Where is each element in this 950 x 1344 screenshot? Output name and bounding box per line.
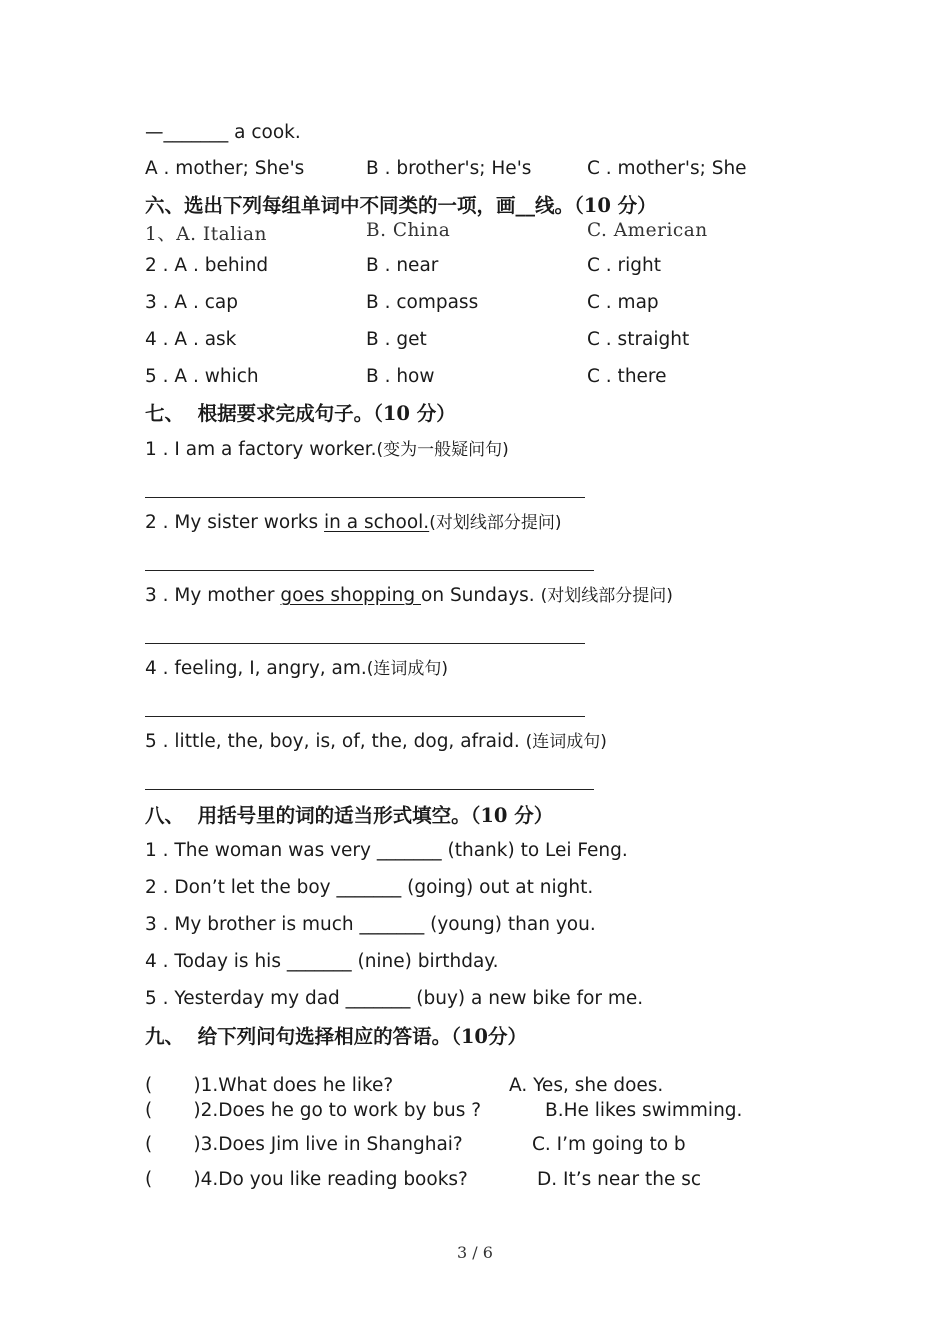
section-8-title: 八、 用括号里的词的适当形式填空。（10 分） xyxy=(145,804,554,827)
sec6-row5-b: B . how xyxy=(366,366,435,387)
sec9-q2: ( )2.Does he go to work by bus ? xyxy=(145,1100,482,1121)
sec6-row4-b: B . get xyxy=(366,329,427,350)
answer-line-3[interactable] xyxy=(145,643,585,644)
option-b: B . brother's; He's xyxy=(366,158,532,179)
sec7-q3-post: on Sundays. xyxy=(421,585,541,606)
sec7-q2-text: 2 . My sister works xyxy=(145,512,325,533)
answer-line-2[interactable] xyxy=(145,570,594,571)
sec7-q4-note: (连词成句) xyxy=(366,659,449,679)
sec8-item-5: 5 . Yesterday my dad _______ (buy) a new bike for me. xyxy=(145,988,644,1009)
sec9-q1: ( )1.What does he like? xyxy=(145,1075,394,1096)
sec7-q3-note: (对划线部分提问) xyxy=(540,586,673,606)
answer-line-5[interactable] xyxy=(145,789,594,790)
sec7-q3 xyxy=(145,584,673,608)
section-7-title: 七、 根据要求完成句子。（10 分） xyxy=(145,402,456,425)
section-6-title: 六、选出下列每组单词中不同类的一项，画__线。（10 分） xyxy=(145,194,657,217)
sec8-item-2: 2 . Don’t let the boy _______ (going) out at night. xyxy=(145,877,594,898)
answer-line-1[interactable] xyxy=(145,497,585,498)
sec9-q3: ( )3.Does Jim live in Shanghai? xyxy=(145,1134,463,1155)
sec7-q5-text: 5 . little, the, boy, is, of, the, dog, afraid. xyxy=(145,731,526,752)
sec6-row4-c: C . straight xyxy=(587,329,690,350)
sec7-q4 xyxy=(145,657,448,681)
sec7-q2-note: (对划线部分提问) xyxy=(429,513,562,533)
question-stem: —_______ a cook. xyxy=(145,122,301,143)
sec8-item-3: 3 . My brother is much _______ (young) than you. xyxy=(145,914,596,935)
sec7-q5-note: (连词成句) xyxy=(525,732,607,752)
option-a: A . mother; She's xyxy=(145,158,305,179)
sec9-ans-b: B.He likes swimming. xyxy=(545,1100,743,1121)
sec7-q3-text: 3 . My mother xyxy=(145,585,281,606)
sec9-ans-a: A. Yes, she does. xyxy=(509,1075,664,1096)
sec6-row2-c: C . right xyxy=(587,255,662,276)
sec7-q3-underlined: goes shopping xyxy=(280,585,422,606)
sec6-row3-c: C . map xyxy=(587,292,659,313)
option-c: C . mother's; She xyxy=(587,158,747,179)
sec7-q2 xyxy=(145,511,561,535)
sec7-q5 xyxy=(145,730,607,754)
sec6-row3-a: 3 . A . cap xyxy=(145,292,238,313)
sec6-row2-a: 2 . A . behind xyxy=(145,255,269,276)
sec8-item-4: 4 . Today is his _______ (nine) birthday. xyxy=(145,951,499,972)
sec9-q4: ( )4.Do you like reading books? xyxy=(145,1169,468,1190)
section-9-title: 九、 给下列问句选择相应的答语。（10分） xyxy=(145,1025,527,1048)
sec6-row1-c: C. American xyxy=(587,220,708,241)
sec6-row1-a: 1、A. Italian xyxy=(145,224,267,245)
answer-line-4[interactable] xyxy=(145,716,585,717)
sec9-ans-c: C. I’m going to b xyxy=(532,1134,686,1155)
sec7-q1 xyxy=(145,438,509,462)
sec6-row1-b: B. China xyxy=(366,220,451,241)
sec8-item-1: 1 . The woman was very _______ (thank) to Lei Feng. xyxy=(145,840,628,861)
sec7-q2-underlined: in a school. xyxy=(324,512,430,533)
sec7-q4-text: 4 . feeling, I, angry, am. xyxy=(145,658,367,679)
sec7-q1-text: 1 . I am a factory worker. xyxy=(145,439,377,460)
sec9-ans-d: D. It’s near the sc xyxy=(537,1169,702,1190)
sec6-row5-c: C . there xyxy=(587,366,667,387)
sec6-row4-a: 4 . A . ask xyxy=(145,329,237,350)
sec6-row5-a: 5 . A . which xyxy=(145,366,259,387)
sec6-row2-b: B . near xyxy=(366,255,439,276)
sec6-row3-b: B . compass xyxy=(366,292,479,313)
sec7-q1-note: (变为一般疑问句) xyxy=(376,440,509,460)
page-number: 3 / 6 xyxy=(457,1243,493,1262)
